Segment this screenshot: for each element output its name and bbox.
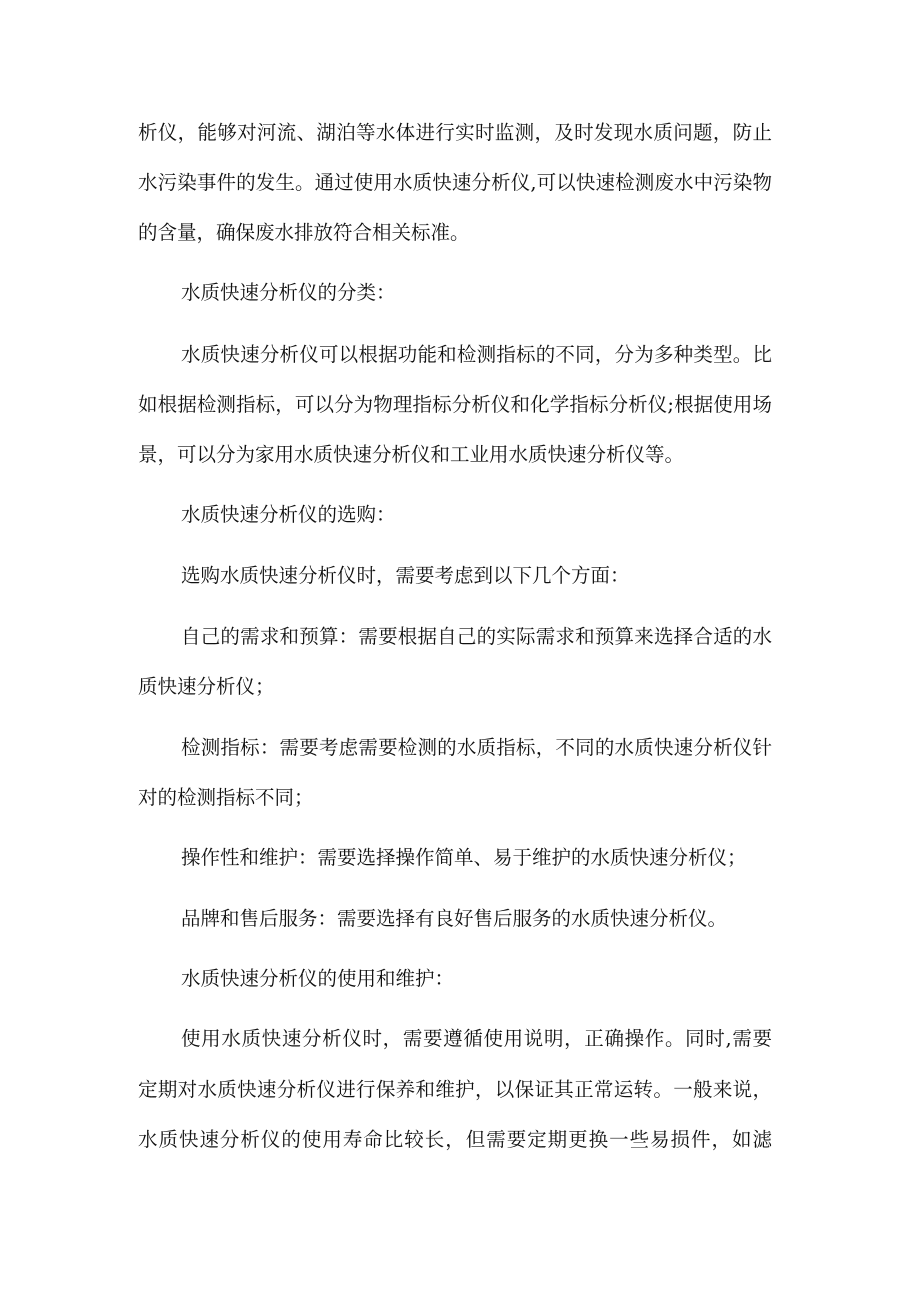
text-line: 景，可以分为家用水质快速分析仪和工业用水质快速分析仪等。	[138, 443, 685, 466]
text-line: 水质快速分析仪的使用寿命比较长，但需要定期更换一些易损件，如滤	[138, 1128, 772, 1151]
text-line: 水质快速分析仪可以根据功能和检测指标的不同，分为多种类型。比	[181, 343, 772, 366]
text-line: 水污染事件的发生。通过使用水质快速分析仪,可以快速检测废水中污染物	[138, 171, 772, 194]
text-line: 定期对水质快速分析仪进行保养和维护，以保证其正常运转。一般来说，	[138, 1078, 772, 1101]
section-heading: 水质快速分析仪的分类：	[181, 281, 396, 304]
text-line: 品牌和售后服务：需要选择有良好售后服务的水质快速分析仪。	[181, 907, 728, 930]
text-line: 自己的需求和预算：需要根据自己的实际需求和预算来选择合适的水	[181, 625, 772, 648]
text-line: 使用水质快速分析仪时，需要遵循使用说明，正确操作。同时,需要	[181, 1027, 772, 1050]
text-line: 析仪，能够对河流、湖泊等水体进行实时监测，及时发现水质问题，防止	[138, 121, 772, 144]
text-line: 选购水质快速分析仪时，需要考虑到以下几个方面：	[181, 564, 630, 587]
section-heading: 水质快速分析仪的使用和维护：	[181, 967, 455, 990]
text-line: 对的检测指标不同；	[138, 786, 314, 809]
text-line: 操作性和维护：需要选择操作简单、易于维护的水质快速分析仪；	[181, 846, 747, 869]
text-line: 的含量，确保废水排放符合相关标准。	[138, 221, 470, 244]
section-heading: 水质快速分析仪的选购：	[181, 503, 396, 526]
text-line: 检测指标：需要考虑需要检测的水质指标，不同的水质快速分析仪针	[181, 736, 772, 759]
text-line: 如根据检测指标，可以分为物理指标分析仪和化学指标分析仪;根据使用场	[138, 393, 772, 416]
text-line: 质快速分析仪；	[138, 675, 275, 698]
